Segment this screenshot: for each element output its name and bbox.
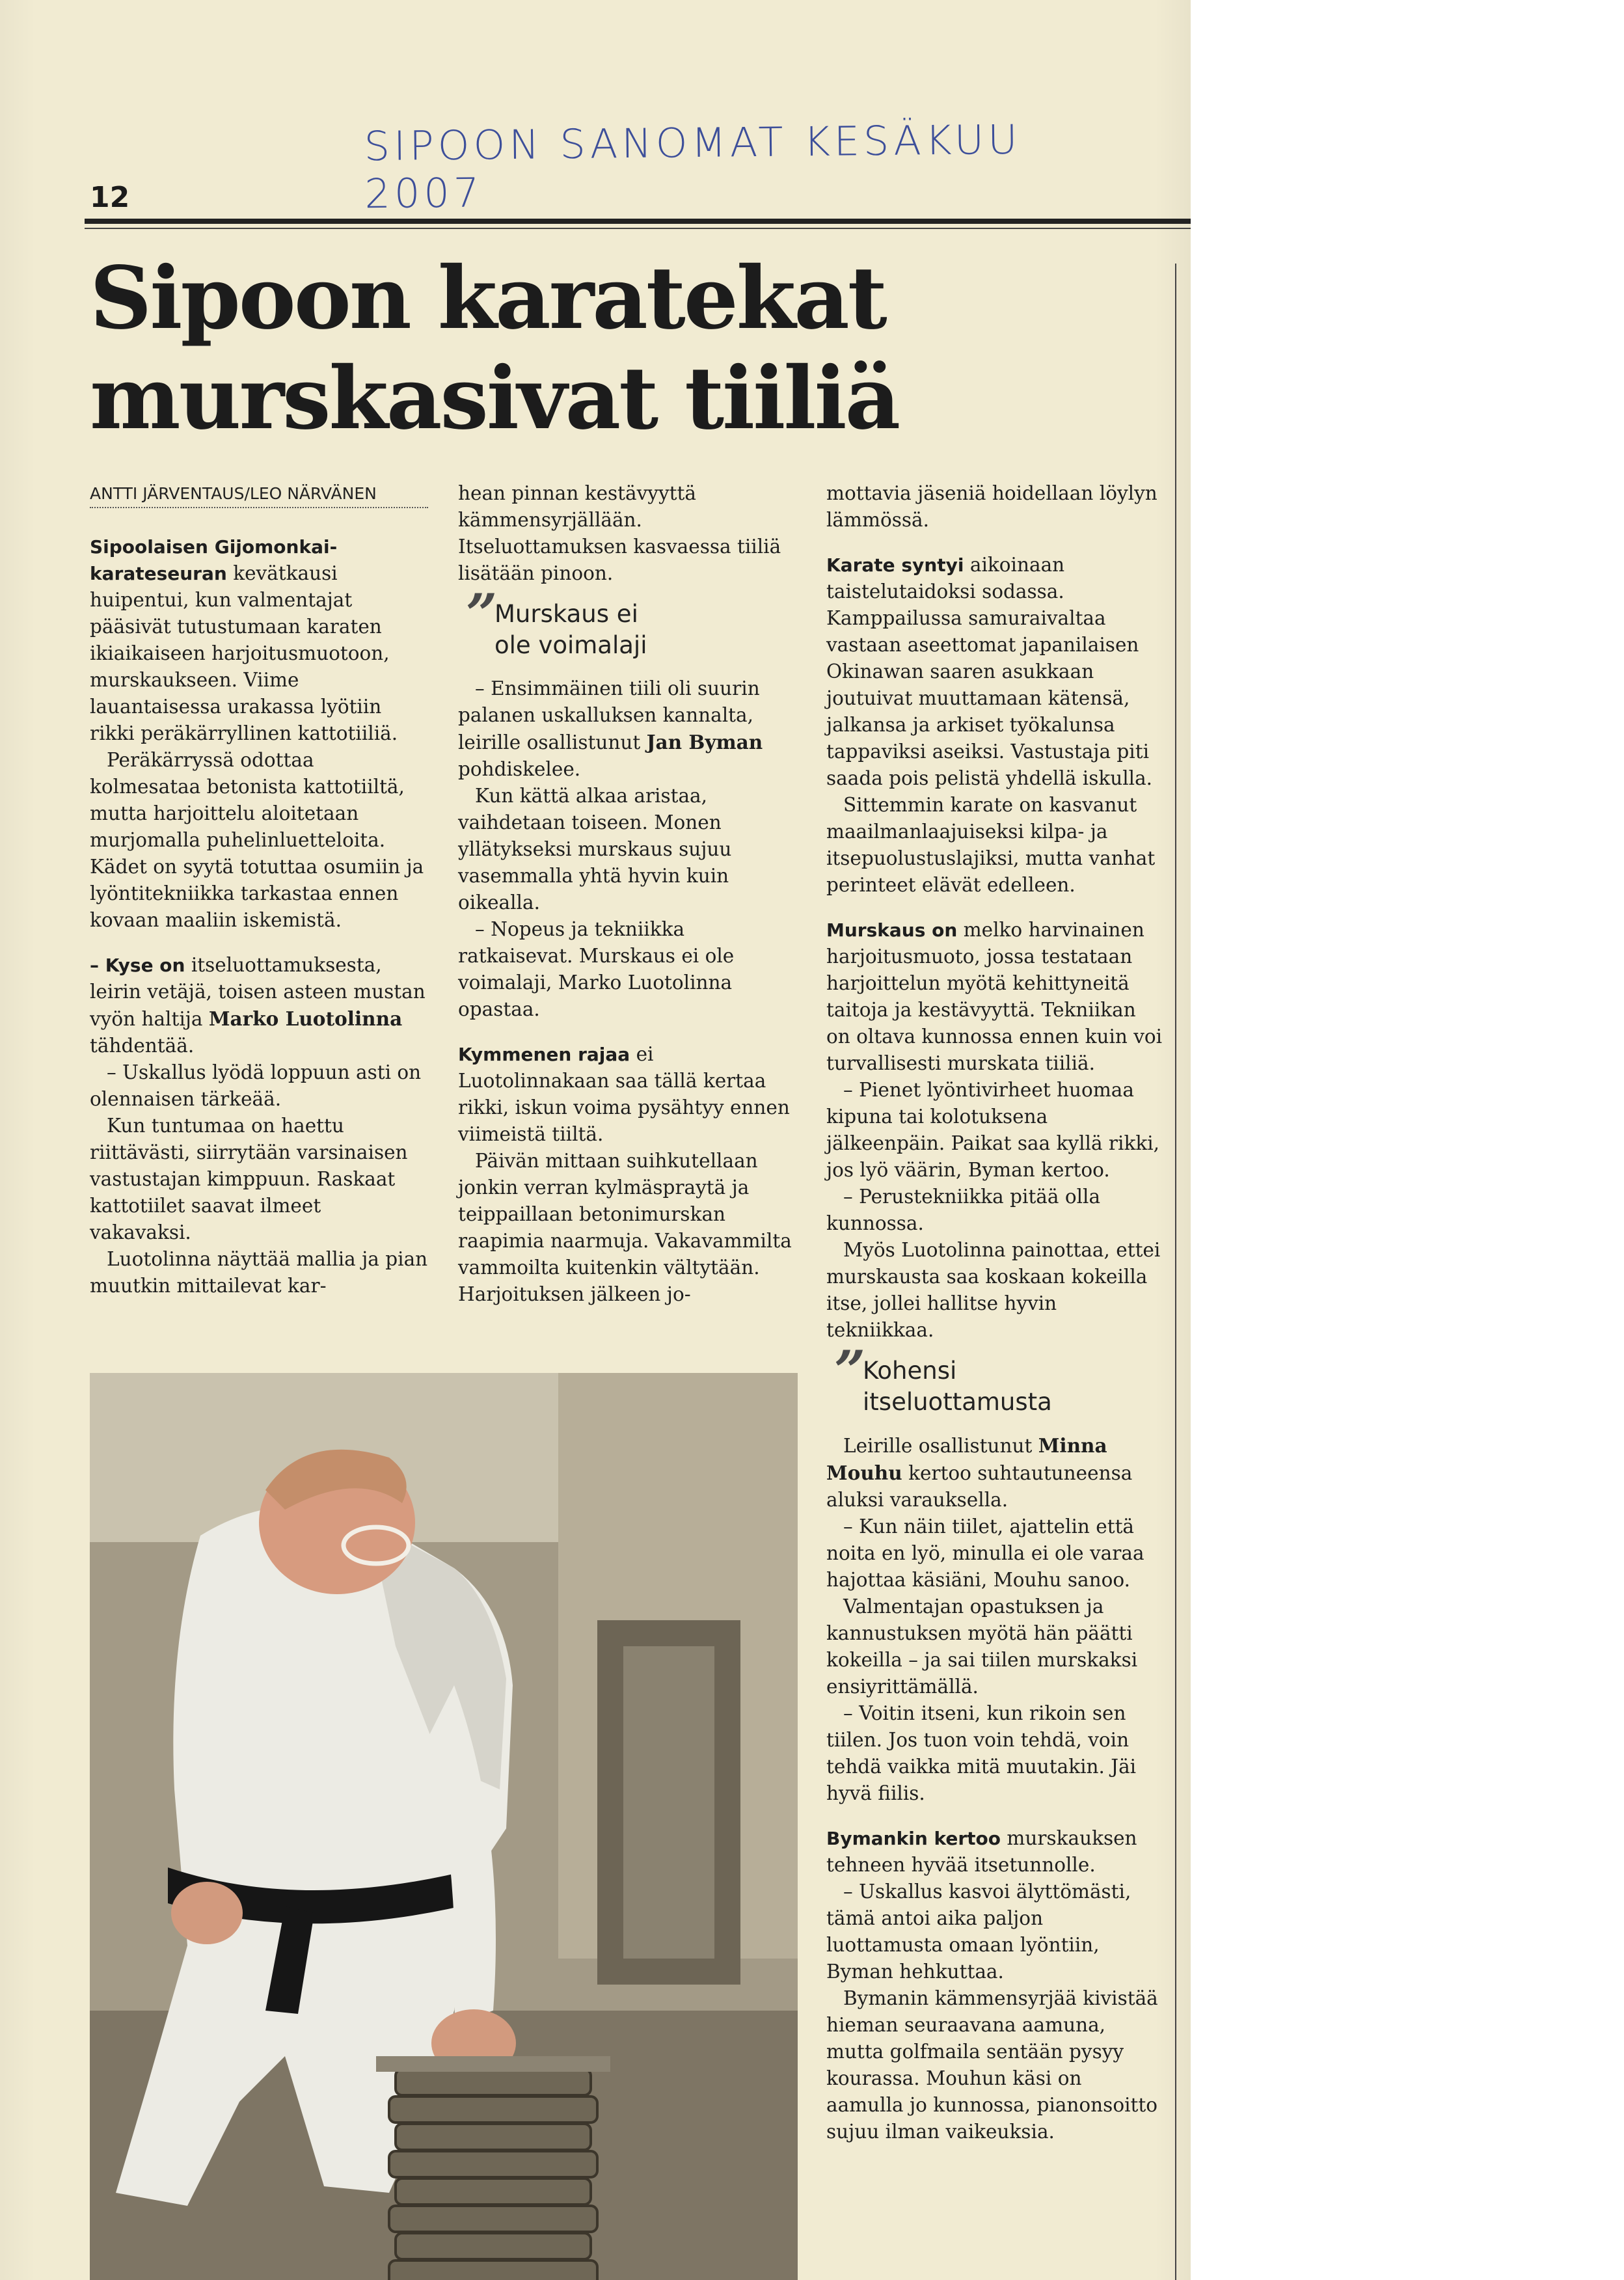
lead-in: Sipoolaisen Gijomonkai-karateseuran: [90, 536, 338, 584]
right-column-rule: [1175, 264, 1176, 2280]
quote-mark-icon: ”: [466, 582, 498, 646]
paragraph-text: – Ensimmäinen tiili oli suurin palanen uskalluksen kannalta, leirille osallistunut: [458, 677, 760, 753]
person-name: Marko Luotolinna: [208, 1007, 403, 1030]
paragraph: [458, 1041, 796, 1148]
pull-quote-line: Kohensi: [863, 1357, 957, 1385]
paragraph: [826, 552, 1165, 792]
paragraph-text: kertoo suhtautuneensa aluksi varauksella.: [826, 1462, 1133, 1511]
paragraph: [458, 675, 796, 783]
paragraph-text: ei Luotolinnakaan saa tällä kertaa rikki, iskun voima pysähtyy ennen viimeistä tiiltä.: [458, 1043, 790, 1145]
paragraph: Peräkärryssä odottaa kolmesataa betonista kattotiiltä, mutta harjoittelu aloitetaan murjomalla puhelinluetteloita. Kädet on syytä totuttaa osumiin ja lyöntitekniikka tarkastaa ennen kovaan maaliin iskemistä.: [90, 749, 424, 931]
lead-in: – Kyse on: [90, 955, 185, 976]
paragraph: – Uskallus lyödä loppuun asti on olennaisen tärkeää.: [90, 1061, 422, 1110]
paragraph: hean pinnan kestävyyttä kämmensyrjällään. Itseluottamuksen kasvaessa tiiliä lisätään pinoon.: [458, 482, 781, 584]
article-column-2: [458, 480, 796, 1308]
header-rule-thin: [85, 228, 1191, 229]
header-rule: [85, 219, 1191, 224]
paragraph: [826, 917, 1165, 1077]
article-column-3: [826, 480, 1165, 2145]
paragraph-text: murskauksen tehneen hyvää itsetunnolle.: [826, 1827, 1137, 1876]
karate-photo-illustration: [90, 1373, 798, 2280]
lead-in: Kymmenen rajaa: [458, 1044, 630, 1065]
paragraph-text: aikoinaan taistelutaidoksi sodassa. Kamppailussa samuraivaltaa vastaan aseettomat japanilaisen Okinawan saaren asukkaan joutuivat muuttamaan kätensä, jalkansa ja arkiset työkalunsa tappaviksi aseiksi. Vastustaja piti saada pois pelistä yhdellä iskulla.: [826, 554, 1153, 789]
lead-in: Bymankin kertoo: [826, 1828, 1001, 1849]
paragraph-text: tähdentää.: [90, 1035, 195, 1057]
paragraph: [826, 1432, 1165, 1513]
lead-in: Murskaus on: [826, 919, 958, 941]
paragraph: – Voitin itseni, kun rikoin sen tiilen. Jos tuon voin tehdä, voin tehdä vaikka mitä muutakin. Jäi hyvä fiilis.: [826, 1702, 1137, 1804]
paragraph-text: kevätkausi huipentui, kun valmentajat pääsivät tutustumaan karaten ikiaikaiseen harjoitusmuotoon, murskaukseen. Viime lauantaisessa urakassa lyötiin rikki peräkärryllinen kattotiiliä.: [90, 562, 398, 744]
pull-quote-1: [458, 582, 796, 675]
person-name: Jan Byman: [646, 731, 763, 753]
paragraph: [90, 952, 428, 1059]
paragraph: – Nopeus ja tekniikka ratkaisevat. Murskaus ei ole voimalaji, Marko Luotolinna opastaa.: [458, 918, 735, 1020]
paragraph: – Uskallus kasvoi älyttömästi, tämä antoi aika paljon luottamusta omaan lyöntiin, Byman hehkuttaa.: [826, 1880, 1131, 1983]
paragraph: Kun tuntumaa on haettu riittävästi, siirrytään varsinaisen vastustajan kimppuun. Raskaat kattotiilet saavat ilmeet vakavaksi.: [90, 1115, 408, 1243]
paragraph: Kun kättä alkaa aristaa, vaihdetaan toiseen. Monen yllätykseksi murskaus sujuu vasemmalla yhtä hyvin kuin oikealla.: [458, 785, 732, 914]
quote-mark-icon: ”: [834, 1338, 866, 1403]
pull-quote-2: [826, 1338, 1165, 1432]
paragraph: [826, 1825, 1165, 1879]
byline: ANTTI JÄRVENTAUS/LEO NÄRVÄNEN: [90, 484, 428, 508]
paragraph: Myös Luotolinna painottaa, ettei murskausta saa koskaan kokeilla itse, jollei hallitse hyvin tekniikkaa.: [826, 1239, 1161, 1341]
paragraph: [90, 534, 428, 747]
paragraph: Valmentajan opastuksen ja kannustuksen myötä hän päätti kokeilla – ja sai tiilen murskaksi ensiyrittämällä.: [826, 1595, 1138, 1698]
headline-line-1: Sipoon karatekat: [90, 248, 886, 349]
paragraph: – Perustekniikka pitää olla kunnossa.: [826, 1186, 1101, 1234]
paragraph-text: itseluottamuksesta, leirin vetäjä, toisen asteen mustan vyön haltija: [90, 954, 426, 1030]
lead-in: Karate syntyi: [826, 554, 964, 576]
paragraph: Päivän mittaan suihkutellaan jonkin verran kylmäspraytä ja teippaillaan betonimurskan raapimia naarmuja. Vakavammilta vammoilta kuitenkin vältytään. Harjoituksen jälkeen jo-: [458, 1150, 792, 1305]
pull-quote-line: ole voimalaji: [494, 631, 647, 659]
paragraph-text: pohdiskelee.: [458, 758, 581, 780]
paragraph: Sittemmin karate on kasvanut maailmanlaajuiseksi kilpa- ja itsepuolustuslajiksi, mutta vanhat perinteet elävät edelleen.: [826, 794, 1156, 896]
page-number: 12: [90, 181, 130, 214]
paragraph: Luotolinna näyttää mallia ja pian muutkin mittailevat kar-: [90, 1248, 428, 1297]
paragraph: – Kun näin tiilet, ajattelin että noita en lyö, minulla ei ole varaa hajottaa käsiäni, Mouhu sanoo.: [826, 1515, 1144, 1591]
headline-line-2: murskasivat tiiliä: [90, 348, 899, 449]
headline: [90, 249, 1170, 449]
karate-photo: [90, 1373, 798, 2280]
article-column-1: [90, 534, 428, 1299]
paragraph: Bymanin kämmensyrjää kivistää hieman seuraavana aamuna, mutta golfmaila sentään pysyy kourassa. Mouhun käsi on aamulla jo kunnossa, pianonsoitto sujuu ilman vaikeuksia.: [826, 1987, 1158, 2143]
paragraph: mottavia jäseniä hoidellaan löylyn lämmössä.: [826, 482, 1157, 531]
paragraph-text: Leirille osallistunut: [843, 1435, 1038, 1457]
pull-quote-line: itseluottamusta: [863, 1388, 1052, 1416]
pull-quote-line: Murskaus ei: [494, 600, 638, 628]
handwritten-source-note: SIPOON SANOMAT KESÄKUU 2007: [364, 115, 1022, 218]
paragraph: – Pienet lyöntivirheet huomaa kipuna tai kolotuksena jälkeenpäin. Paikat saa kyllä rikki, jos lyö väärin, Byman kertoo.: [826, 1079, 1160, 1181]
person-name: Minna Mouhu: [826, 1434, 1107, 1484]
paragraph-text: melko harvinainen harjoitusmuoto, jossa testataan harjoittelun myötä kehittyneitä taitoja ja kestävyyttä. Tekniikan on oltava kunnossa ennen kuin voi turvallisesti murskata tiiliä.: [826, 919, 1163, 1074]
